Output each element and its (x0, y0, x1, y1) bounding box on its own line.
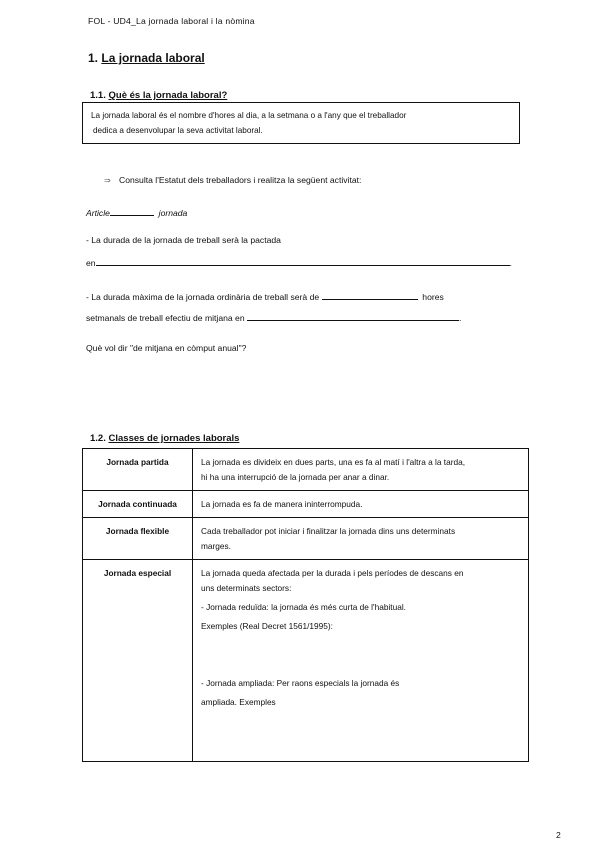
arrow-right-icon: ⇒ (104, 176, 111, 185)
section-number: 1. (88, 51, 99, 65)
section-title (88, 51, 205, 65)
question-1-line-2 (86, 256, 512, 268)
question-1-answer-blank[interactable] (96, 256, 510, 266)
question-1-prefix: en (86, 258, 96, 268)
definition-box (82, 102, 520, 144)
class-name: Jornada especial (83, 560, 193, 762)
description-line: marges. (201, 541, 231, 551)
article-line (86, 206, 187, 218)
table-row (83, 491, 529, 518)
question-2-line-2-prefix: setmanals de treball efectiu de mitjana en (86, 313, 245, 323)
instruction-text: Consulta l'Estatut dels treballadors i realitza la següent activitat: (119, 175, 362, 185)
class-description (193, 449, 529, 491)
classes-table (82, 448, 529, 762)
article-number-blank[interactable] (110, 206, 154, 216)
class-description (193, 491, 529, 518)
subsection-number: 1.1. (90, 90, 106, 101)
description-line: La jornada es divideix en dues parts, una es fa al matí i l'altra a la tarda, (201, 457, 466, 467)
question-1-line-1: - La durada de la jornada de treball serà la pactada (86, 235, 281, 245)
description-line: ampliada. Exemples (201, 697, 276, 707)
question-2-period-blank[interactable] (247, 311, 462, 323)
class-description (193, 518, 529, 560)
class-description (193, 560, 529, 762)
description-line: Cada treballador pot iniciar i finalitzar la jornada dins uns determinats (201, 526, 456, 536)
description-line: uns determinats sectors: (201, 583, 292, 593)
table-row (83, 449, 529, 491)
subsection-title-text: Què és la jornada laboral? (108, 90, 228, 101)
subsection-title-1-2 (90, 433, 239, 444)
subsection-title-1-1 (90, 90, 227, 101)
class-name: Jornada flexible (83, 518, 193, 560)
article-prefix: Article (86, 208, 110, 218)
class-name: Jornada continuada (83, 491, 193, 518)
section-title-text: La jornada laboral (101, 51, 205, 65)
description-line: hi ha una interrupció de la jornada per anar a dinar. (201, 472, 390, 482)
subsection-number: 1.2. (90, 433, 106, 444)
question-1-end: . (509, 258, 512, 268)
question-3: Què vol dir "de mitjana en còmput anual"? (86, 343, 247, 353)
question-2-hours-blank[interactable] (322, 290, 418, 300)
description-line: - Jornada reduïda: la jornada és més curta de l'habitual. (201, 602, 406, 612)
description-line: Exemples (Real Decret 1561/1995): (201, 621, 333, 631)
definition-line-2: dedica a desenvolupar la seva activitat laboral. (93, 126, 263, 135)
table-row (83, 560, 529, 762)
description-line: La jornada es fa de manera ininterrompuda. (201, 499, 363, 509)
question-2-line-2 (86, 311, 461, 323)
question-2-suffix: hores (422, 292, 444, 302)
article-suffix: jornada (158, 208, 188, 218)
definition-line-1: La jornada laboral és el nombre d'hores al dia, a la setmana o a l'any que el treballador (91, 111, 407, 120)
class-name: Jornada partida (83, 449, 193, 491)
question-2-end: . (459, 313, 462, 323)
description-line: La jornada queda afectada per la durada i pels períodes de descans en (201, 568, 464, 578)
question-2-prefix: - La durada màxima de la jornada ordinària de treball serà de (86, 292, 320, 302)
subsection-title-text: Classes de jornades laborals (108, 433, 240, 444)
table-row (83, 518, 529, 560)
question-2-line-1 (86, 290, 444, 302)
document-header: FOL - UD4_La jornada laboral i la nòmina (88, 16, 255, 26)
description-line: - Jornada ampliada: Per raons especials la jornada és (201, 678, 400, 688)
page-number: 2 (556, 830, 561, 840)
